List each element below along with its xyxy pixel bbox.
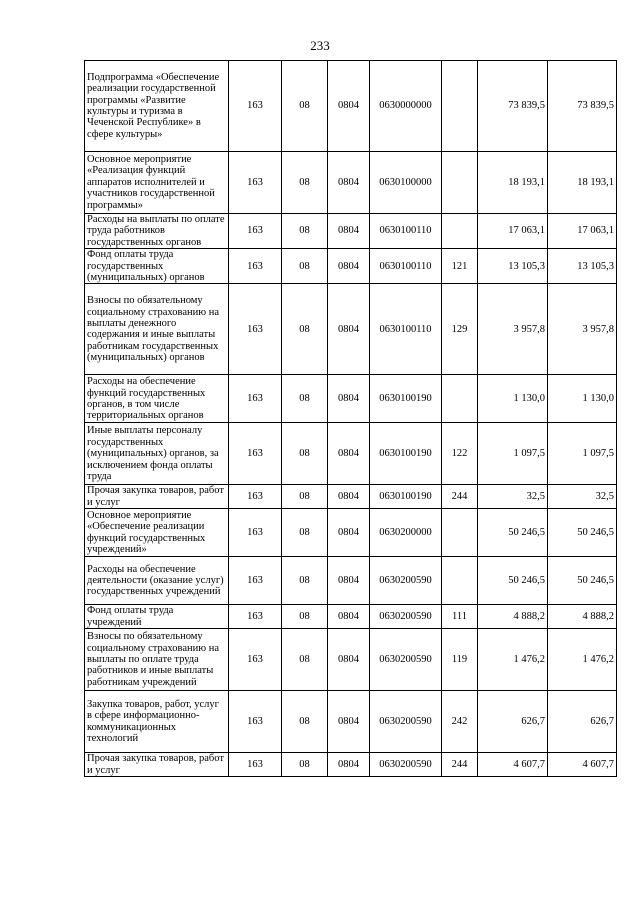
cell-expense-type: 129 — [442, 284, 478, 375]
cell-target-code: 0630200000 — [370, 509, 442, 557]
cell-amount-1: 50 246,5 — [478, 557, 548, 605]
cell-section-code: 08 — [282, 61, 328, 152]
cell-expense-type — [442, 152, 478, 214]
table-row — [85, 629, 617, 691]
page-number: 233 — [310, 38, 330, 53]
table-row — [85, 284, 617, 375]
cell-amount-1: 50 246,5 — [478, 509, 548, 557]
table-row — [85, 753, 617, 777]
cell-section-code: 08 — [282, 605, 328, 629]
cell-expense-type — [442, 557, 478, 605]
cell-amount-2: 13 105,3 — [548, 249, 617, 284]
cell-amount-2: 1 130,0 — [548, 375, 617, 423]
cell-amount-2: 1 476,2 — [548, 629, 617, 691]
cell-expense-type: 244 — [442, 485, 478, 509]
cell-amount-1: 32,5 — [478, 485, 548, 509]
cell-amount-1: 4 888,2 — [478, 605, 548, 629]
cell-subsection-code: 0804 — [328, 423, 370, 485]
cell-name: Взносы по обязательному социальному страхованию на выплаты по оплате труда работников и иные выплаты работникам учреждений — [85, 629, 229, 691]
cell-subsection-code: 0804 — [328, 509, 370, 557]
cell-subsection-code: 0804 — [328, 214, 370, 249]
cell-ministry-code: 163 — [229, 557, 282, 605]
cell-target-code: 0630100110 — [370, 214, 442, 249]
table-row — [85, 605, 617, 629]
table-body — [85, 61, 617, 777]
cell-ministry-code: 163 — [229, 284, 282, 375]
cell-section-code: 08 — [282, 249, 328, 284]
cell-amount-1: 17 063,1 — [478, 214, 548, 249]
cell-target-code: 0630200590 — [370, 605, 442, 629]
cell-ministry-code: 163 — [229, 152, 282, 214]
table-row — [85, 249, 617, 284]
cell-name: Фонд оплаты труда государственных (муниципальных) органов — [85, 249, 229, 284]
table-row — [85, 375, 617, 423]
table-row — [85, 557, 617, 605]
cell-amount-2: 17 063,1 — [548, 214, 617, 249]
cell-target-code: 0630100190 — [370, 423, 442, 485]
cell-amount-1: 626,7 — [478, 691, 548, 753]
cell-name: Основное мероприятие «Обеспечение реализации функций государственных учреждений» — [85, 509, 229, 557]
cell-ministry-code: 163 — [229, 249, 282, 284]
cell-subsection-code: 0804 — [328, 753, 370, 777]
cell-section-code: 08 — [282, 284, 328, 375]
cell-name: Расходы на обеспечение деятельности (оказание услуг) государственных учреждений — [85, 557, 229, 605]
cell-expense-type: 111 — [442, 605, 478, 629]
cell-amount-2: 1 097,5 — [548, 423, 617, 485]
cell-amount-1: 3 957,8 — [478, 284, 548, 375]
cell-amount-2: 626,7 — [548, 691, 617, 753]
cell-name: Прочая закупка товаров, работ и услуг — [85, 485, 229, 509]
cell-target-code: 0630000000 — [370, 61, 442, 152]
cell-name: Прочая закупка товаров, работ и услуг — [85, 753, 229, 777]
cell-amount-2: 73 839,5 — [548, 61, 617, 152]
cell-section-code: 08 — [282, 629, 328, 691]
cell-name: Расходы на обеспечение функций государственных органов, в том числе территориальных органов — [85, 375, 229, 423]
cell-section-code: 08 — [282, 753, 328, 777]
table-row — [85, 61, 617, 152]
cell-expense-type: 244 — [442, 753, 478, 777]
table-row — [85, 485, 617, 509]
cell-target-code: 0630100190 — [370, 485, 442, 509]
cell-ministry-code: 163 — [229, 61, 282, 152]
cell-name: Подпрограмма «Обеспечение реализации государственной программы «Развитие культуры и туризма в Чеченской Республике» в сфере культуры» — [85, 61, 229, 152]
cell-amount-1: 1 097,5 — [478, 423, 548, 485]
cell-section-code: 08 — [282, 423, 328, 485]
cell-expense-type: 242 — [442, 691, 478, 753]
cell-target-code: 0630200590 — [370, 753, 442, 777]
cell-expense-type — [442, 214, 478, 249]
cell-section-code: 08 — [282, 152, 328, 214]
table-row — [85, 152, 617, 214]
table-row — [85, 423, 617, 485]
cell-subsection-code: 0804 — [328, 629, 370, 691]
cell-expense-type — [442, 509, 478, 557]
cell-section-code: 08 — [282, 509, 328, 557]
cell-subsection-code: 0804 — [328, 557, 370, 605]
cell-section-code: 08 — [282, 691, 328, 753]
cell-amount-2: 4 607,7 — [548, 753, 617, 777]
cell-subsection-code: 0804 — [328, 61, 370, 152]
cell-name: Закупка товаров, работ, услуг в сфере информационно-коммуникационных технологий — [85, 691, 229, 753]
cell-amount-1: 13 105,3 — [478, 249, 548, 284]
cell-amount-2: 50 246,5 — [548, 557, 617, 605]
cell-expense-type — [442, 61, 478, 152]
cell-amount-2: 18 193,1 — [548, 152, 617, 214]
cell-section-code: 08 — [282, 485, 328, 509]
cell-amount-2: 32,5 — [548, 485, 617, 509]
budget-table — [84, 60, 617, 777]
cell-target-code: 0630100110 — [370, 249, 442, 284]
cell-expense-type — [442, 375, 478, 423]
cell-ministry-code: 163 — [229, 753, 282, 777]
cell-amount-1: 18 193,1 — [478, 152, 548, 214]
cell-ministry-code: 163 — [229, 629, 282, 691]
cell-target-code: 0630100110 — [370, 284, 442, 375]
cell-ministry-code: 163 — [229, 375, 282, 423]
cell-target-code: 0630100000 — [370, 152, 442, 214]
cell-name: Фонд оплаты труда учреждений — [85, 605, 229, 629]
cell-amount-1: 73 839,5 — [478, 61, 548, 152]
cell-expense-type: 121 — [442, 249, 478, 284]
cell-ministry-code: 163 — [229, 605, 282, 629]
table-row — [85, 214, 617, 249]
cell-name: Взносы по обязательному социальному страхованию на выплаты денежного содержания и иные выплаты работникам государственных (муниципальных) органов — [85, 284, 229, 375]
cell-subsection-code: 0804 — [328, 284, 370, 375]
cell-subsection-code: 0804 — [328, 485, 370, 509]
cell-target-code: 0630200590 — [370, 691, 442, 753]
cell-ministry-code: 163 — [229, 423, 282, 485]
cell-name: Иные выплаты персоналу государственных (муниципальных) органов, за исключением фонда оплаты труда — [85, 423, 229, 485]
table-row — [85, 691, 617, 753]
cell-target-code: 0630100190 — [370, 375, 442, 423]
cell-ministry-code: 163 — [229, 509, 282, 557]
cell-name: Основное мероприятие «Реализация функций аппаратов исполнителей и участников государственной программы» — [85, 152, 229, 214]
cell-subsection-code: 0804 — [328, 152, 370, 214]
cell-amount-2: 50 246,5 — [548, 509, 617, 557]
cell-subsection-code: 0804 — [328, 605, 370, 629]
cell-target-code: 0630200590 — [370, 557, 442, 605]
cell-section-code: 08 — [282, 557, 328, 605]
table-row — [85, 509, 617, 557]
cell-subsection-code: 0804 — [328, 249, 370, 284]
cell-section-code: 08 — [282, 375, 328, 423]
cell-amount-1: 1 130,0 — [478, 375, 548, 423]
cell-amount-2: 4 888,2 — [548, 605, 617, 629]
cell-subsection-code: 0804 — [328, 375, 370, 423]
cell-amount-1: 4 607,7 — [478, 753, 548, 777]
cell-subsection-code: 0804 — [328, 691, 370, 753]
cell-name: Расходы на выплаты по оплате труда работников государственных органов — [85, 214, 229, 249]
cell-ministry-code: 163 — [229, 214, 282, 249]
cell-expense-type: 122 — [442, 423, 478, 485]
cell-target-code: 0630200590 — [370, 629, 442, 691]
cell-amount-2: 3 957,8 — [548, 284, 617, 375]
cell-amount-1: 1 476,2 — [478, 629, 548, 691]
cell-ministry-code: 163 — [229, 691, 282, 753]
cell-expense-type: 119 — [442, 629, 478, 691]
cell-section-code: 08 — [282, 214, 328, 249]
cell-ministry-code: 163 — [229, 485, 282, 509]
